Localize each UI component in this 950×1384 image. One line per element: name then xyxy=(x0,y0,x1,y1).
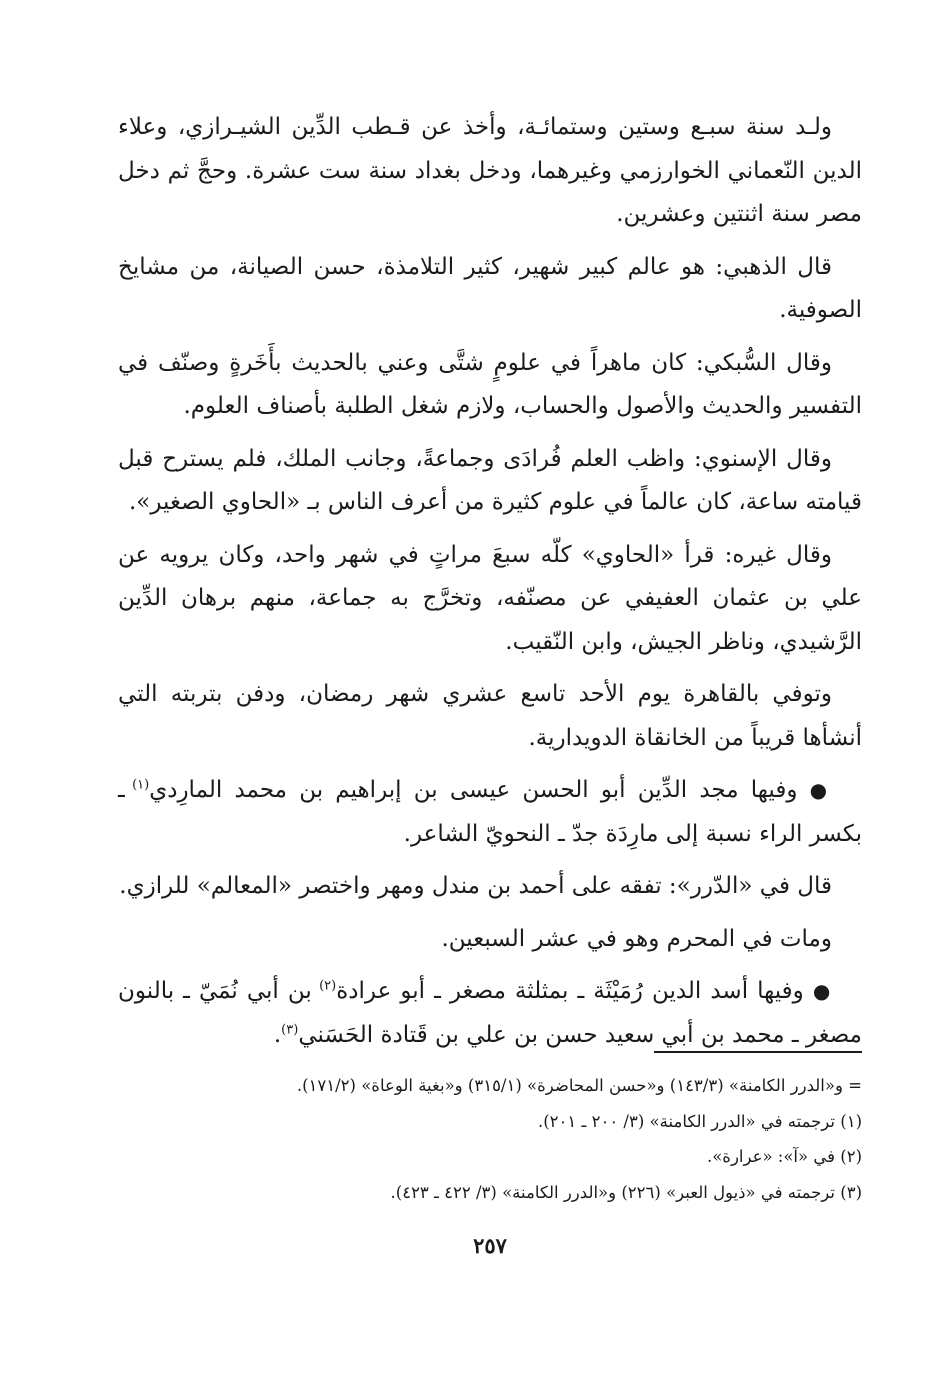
footnote-ref-2[interactable]: (٢) xyxy=(319,978,337,994)
bullet-icon: ● xyxy=(812,979,833,1003)
footnote-ref-3[interactable]: (٣) xyxy=(281,1021,299,1037)
entry-rumaitha-text-end: . xyxy=(273,1021,282,1048)
paragraph-dhahabi: قال الذهبي: هو عالم كبير شهير، كثير التلامذة، حسن الصيانة، من مشايخ الصوفية. xyxy=(118,253,862,323)
footnote-1: (١) ترجمته في «الدرر الكامنة» (٣/ ٢٠٠ ـ ٢٠١). xyxy=(537,1111,862,1131)
entry-mardini xyxy=(118,769,862,856)
entry-rumaitha xyxy=(118,970,862,1057)
book-page xyxy=(118,106,863,1258)
entry-rumaitha-text-mid: بن أبي نُمَيّ ـ بالنون مصغر ـ محمد بن أبي سعيد حسن بن علي بن قَتادة الحَسَني xyxy=(118,978,862,1048)
paragraph-death: وتوفي بالقاهرة يوم الأحد تاسع عشري شهر رمضان، ودفن بتربته التي أنشأها قريباً من الخانقاة الدويدارية. xyxy=(118,681,862,751)
page-number: ٢٥٧ xyxy=(473,1233,507,1258)
paragraph-others: وقال غيره: قرأ «الحاوي» كلّه سبعَ مراتٍ في شهر واحد، وكان يرويه عن علي بن عثمان العفيفي عن مصنّفه، وتخرَّج به جماعة، منهم برهان الدِّين الرَّشيدي، وناظر الجيش، وابن النّقيب. xyxy=(118,541,862,655)
footnote-continued: = و«الدرر الكامنة» (١٤٣/٣) و«حسن المحاضرة» (٣١٥/١) و«بغية الوعاة» (١٧١/٢). xyxy=(296,1076,862,1095)
main-text xyxy=(118,106,862,1057)
footnote-ref-1[interactable]: (١) xyxy=(132,777,150,793)
entry-mardini-text-cont: ـ بكسر الراء نسبة إلى مارِدَة جدّ ـ النحويّ الشاعر. xyxy=(118,777,862,847)
footnote-divider xyxy=(654,1051,862,1053)
paragraph-subki: وقال السُّبكي: كان ماهراً في علومٍ شتَّى وعني بالحديث بأَخَرةٍ وصنّف في التفسير والحديث والأصول والحساب، ولازم شغل الطلبة بأصناف العلوم. xyxy=(118,349,862,419)
entry-mardini-text: وفيها مجد الدِّين أبو الحسن عيسى بن إبراهيم بن محمد المارِدي xyxy=(149,777,798,803)
footnote-2: (٢) في «آ»: «عرارة». xyxy=(706,1147,862,1166)
entry-rumaitha-text: وفيها أسد الدين رُمَيْثَة ـ بمثلثة مصغر ـ أبو عرادة xyxy=(336,978,804,1004)
entry-mardini-death: ومات في المحرم وهو في عشر السبعين. xyxy=(441,925,832,952)
footnote-3: (٣) ترجمته في «ذيول العبر» (٢٢٦) و«الدرر الكامنة» (٣/ ٤٢٢ ـ ٤٢٣). xyxy=(390,1182,862,1202)
paragraph-isnawi: وقال الإسنوي: واظب العلم فُرادَى وجماعةً، وجانب الملك، فلم يسترح قبل قيامته ساعة، كان عالماً في علوم كثيرة من أعرف الناس بـ «الحاوي الصغير». xyxy=(118,445,862,515)
footnotes xyxy=(118,1068,862,1210)
paragraph-birth: ولـد سنة سبـع وستين وستمائـة، وأخذ عن قـطب الدِّين الشيـرازي، وعلاء الدين النّعماني الخوارزمي وغيرهما، ودخل بغداد سنة ست عشرة. وحجَّ ثم دخل مصر سنة اثنتين وعشرين. xyxy=(118,114,863,227)
entry-mardini-durar: قال في «الدّرر»: تفقه على أحمد بن مندل ومهر واختصر «المعالم» للرازي. xyxy=(119,873,832,899)
bullet-icon: ● xyxy=(809,778,832,802)
